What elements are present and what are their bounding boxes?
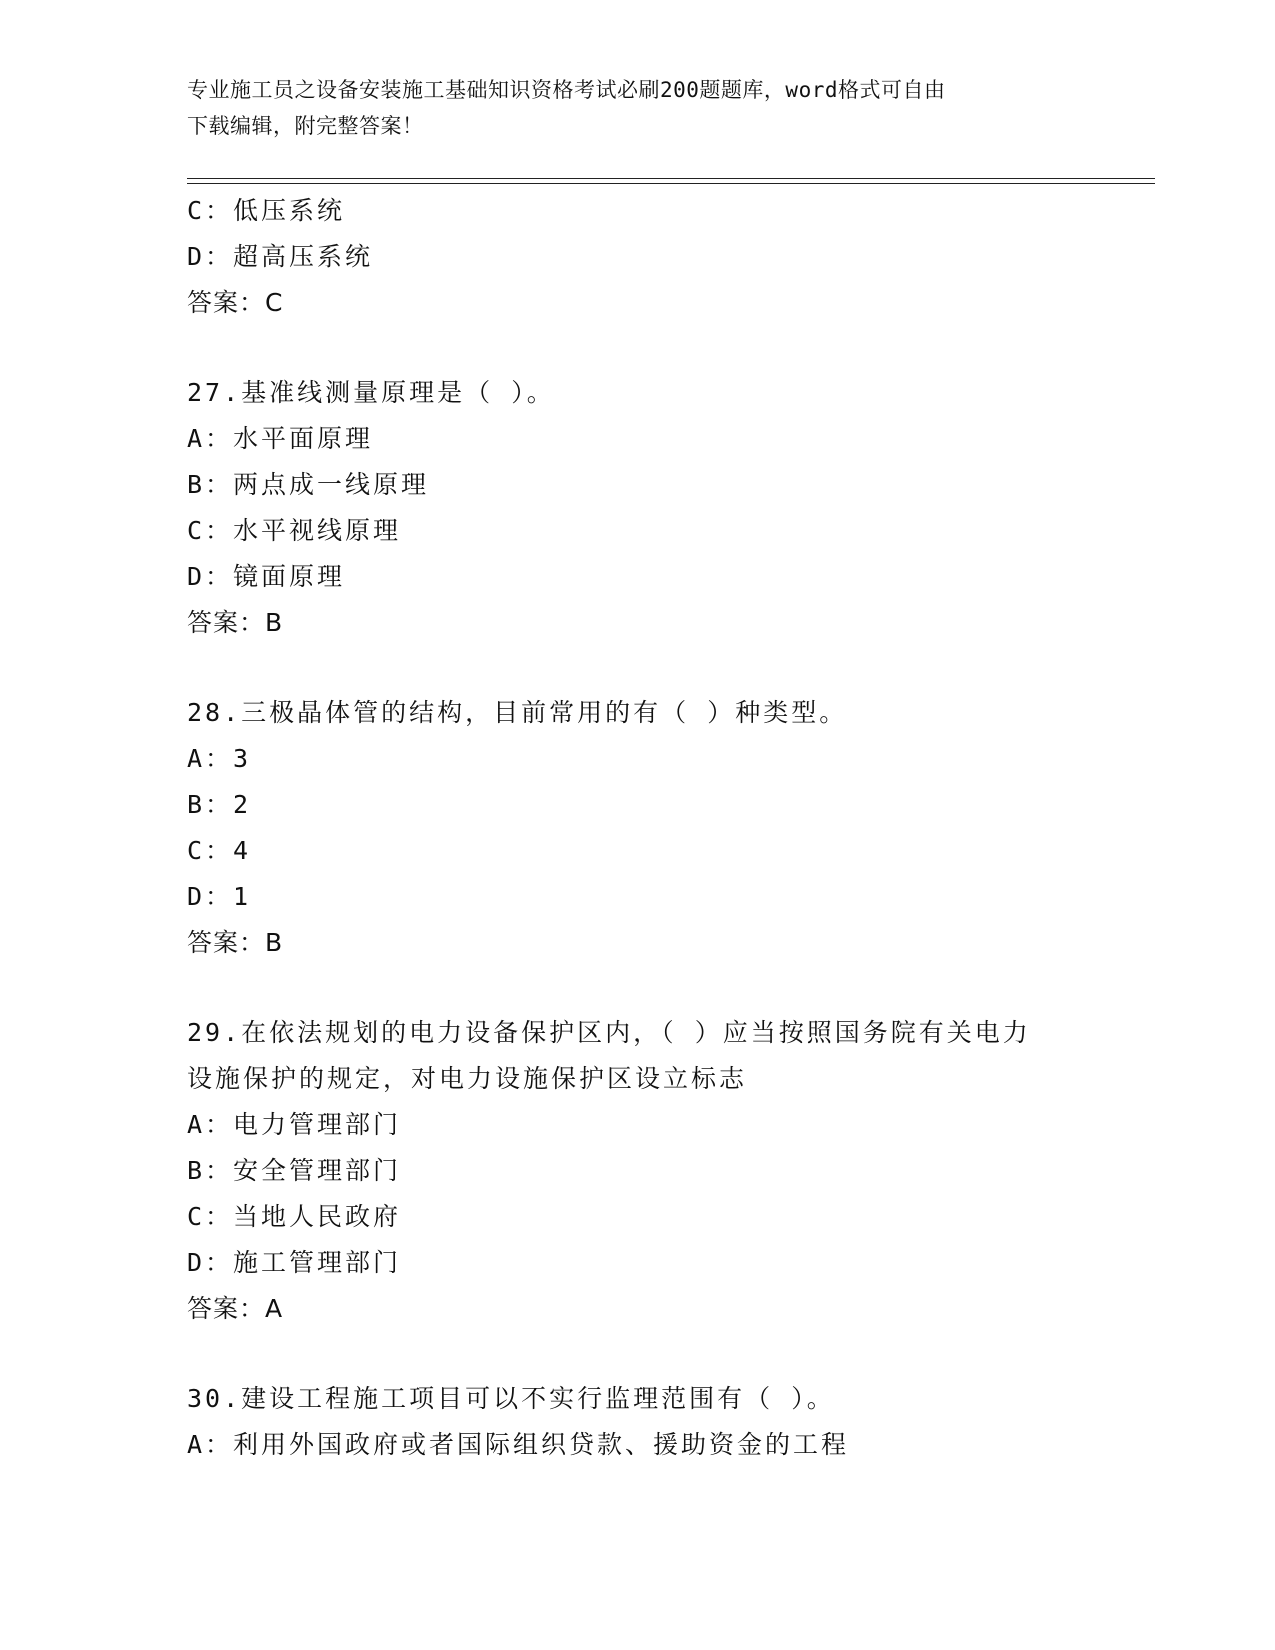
- answer-line: 答案：C: [187, 288, 284, 317]
- question-stem: 30.建设工程施工项目可以不实行监理范围有（ ）。: [187, 1384, 835, 1413]
- option-b: B：安全管理部门: [187, 1156, 402, 1185]
- option-a: A：电力管理部门: [187, 1110, 402, 1139]
- document-header: [187, 72, 1087, 144]
- header-title-line-1: 专业施工员之设备安装施工基础知识资格考试必刷200题题库，word格式可自由: [187, 78, 946, 102]
- question-29: [187, 1010, 1087, 1332]
- question-stem-line-2: 设施保护的规定，对电力设施保护区设立标志: [187, 1064, 748, 1093]
- option-d: D：镜面原理: [187, 562, 346, 591]
- answer-line: 答案：A: [187, 1294, 284, 1323]
- header-divider-top: [187, 178, 1155, 179]
- answer-line: 答案：B: [187, 608, 284, 637]
- question-27: [187, 370, 1087, 646]
- prev-question: [187, 188, 1087, 326]
- question-list: [187, 188, 1087, 1468]
- answer-line: 答案：B: [187, 928, 284, 957]
- question-stem-line-1: 29.在依法规划的电力设备保护区内，（ ）应当按照国务院有关电力: [187, 1018, 1031, 1047]
- option-c: C：当地人民政府: [187, 1202, 402, 1231]
- header-divider-bottom: [187, 183, 1155, 184]
- option-b: B：两点成一线原理: [187, 470, 430, 499]
- option-a: A：水平面原理: [187, 424, 374, 453]
- header-title-line-2: 下载编辑，附完整答案！: [187, 114, 424, 138]
- option-b: B：2: [187, 790, 252, 819]
- option-d: D：超高压系统: [187, 242, 374, 271]
- question-30: [187, 1376, 1087, 1468]
- question-28: [187, 690, 1087, 966]
- option-a: A：3: [187, 744, 252, 773]
- option-a: A：利用外国政府或者国际组织贷款、援助资金的工程: [187, 1430, 850, 1459]
- option-d: D：施工管理部门: [187, 1248, 402, 1277]
- question-stem: 28.三极晶体管的结构，目前常用的有（ ）种类型。: [187, 698, 848, 727]
- option-c: C：低压系统: [187, 196, 346, 225]
- option-d: D：1: [187, 882, 252, 911]
- question-stem: 27.基准线测量原理是（ ）。: [187, 378, 555, 407]
- option-c: C：4: [187, 836, 252, 865]
- option-c: C：水平视线原理: [187, 516, 402, 545]
